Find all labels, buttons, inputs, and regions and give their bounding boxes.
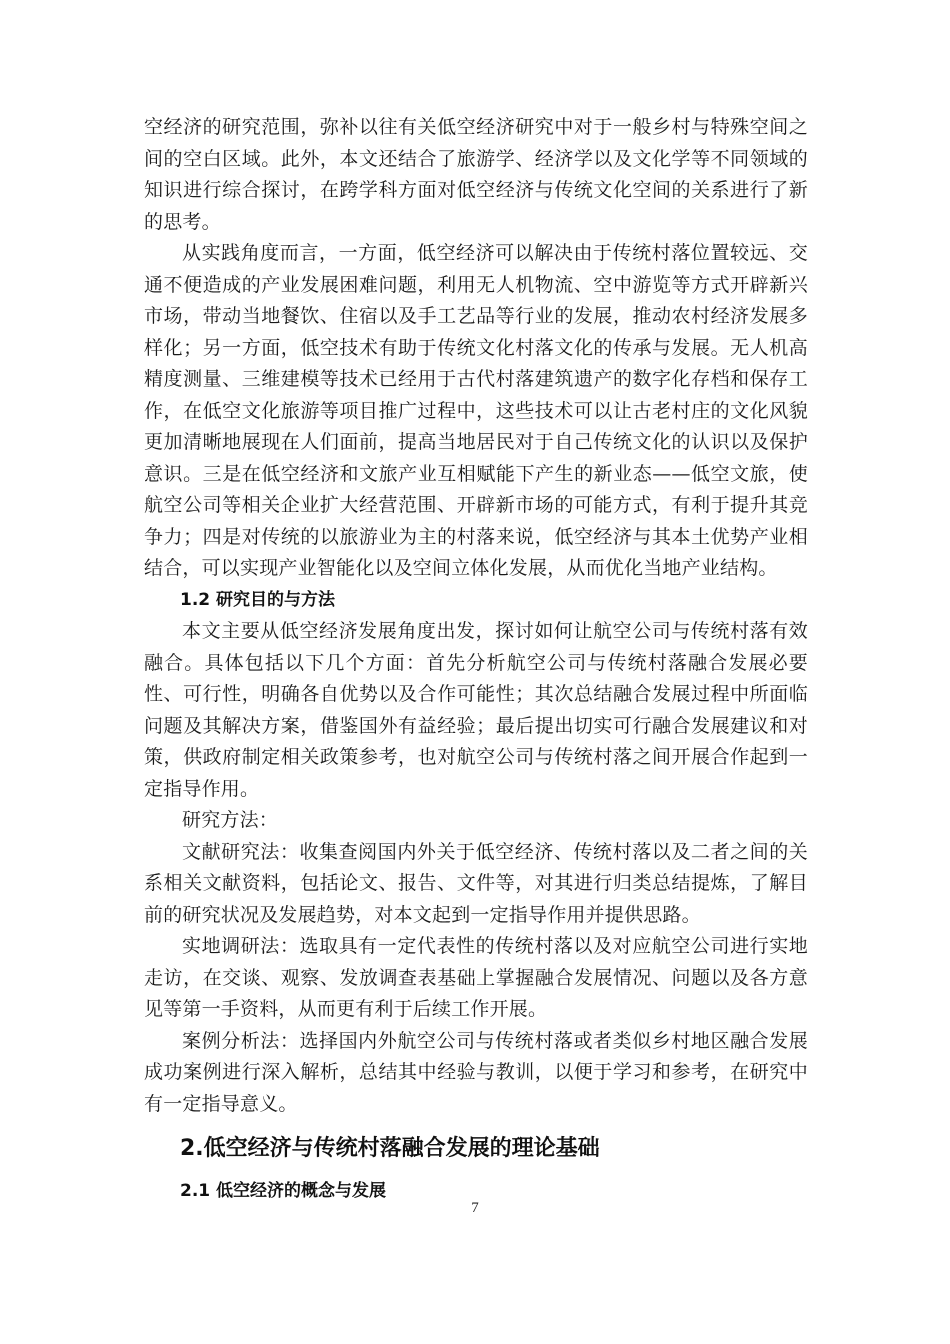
paragraph-research-purpose: 本文主要从低空经济发展角度出发，探讨如何让航空公司与传统村落有效融合。具体包括以下几个方面：首先分析航空公司与传统村落融合发展必要性、可行性，明确各自优势以及合作可能性；其次总结融合发展过程中所面临问题及其解决方案，借鉴国外有益经验；最后提出切实可行融合发展建议和对策，供政府制定相关政策参考，也对航空公司与传统村落之间开展合作起到一定指导作用。 — [144, 620, 808, 800]
paragraph-case-analysis-method: 案例分析法：选择国内外航空公司与传统村落或者类似乡村地区融合发展成功案例进行深入解析，总结其中经验与教训，以便于学习和参考，在研究中有一定指导意义。 — [144, 1029, 808, 1115]
paragraph-research-methods-label: 研究方法： — [182, 809, 279, 831]
page-number: 7 — [471, 1200, 479, 1216]
section-heading-1-2: 1.2 研究目的与方法 — [180, 589, 336, 610]
paragraph-field-research-method: 实地调研法：选取具有一定代表性的传统村落以及对应航空公司进行实地走访，在交谈、观察、发放调查表基础上掌握融合发展情况、问题以及各方意见等第一手资料，从而更有利于后续工作开展。 — [144, 935, 808, 1020]
page-body — [144, 112, 808, 1208]
paragraph-significance-end: 空经济的研究范围，弥补以往有关低空经济研究中对于一般乡村与特殊空间之间的空白区域。此外，本文还结合了旅游学、经济学以及文化学等不同领域的知识进行综合探讨，在跨学科方面对低空经济与传统文化空间的关系进行了新的思考。 — [144, 116, 808, 233]
paragraph-literature-method: 文献研究法：收集查阅国内外关于低空经济、传统村落以及二者之间的关系相关文献资料，包括论文、报告、文件等，对其进行归类总结提炼，了解目前的研究状况及发展趋势，对本文起到一定指导作用并提供思路。 — [144, 840, 808, 926]
paragraph-practical-significance: 从实践角度而言，一方面，低空经济可以解决由于传统村落位置较远、交通不便造成的产业发展困难问题，利用无人机物流、空中游览等方式开辟新兴市场，带动当地餐饮、住宿以及手工艺品等行业的发展，推动农村经济发展多样化；另一方面，低空技术有助于传统文化村落文化的传承与发展。无人机高精度测量、三维建模等技术已经用于古代村落建筑遗产的数字化存档和保存工作，在低空文化旅游等项目推广过程中，这些技术可以让古老村庄的文化风貌更加清晰地展现在人们面前，提高当地居民对于自己传统文化的认识以及保护意识。三是在低空经济和文旅产业互相赋能下产生的新业态——低空文旅，使航空公司等相关企业扩大经营范围、开辟新市场的可能方式，有利于提升其竞争力；四是对传统的以旅游业为主的村落来说，低空经济与其本土优势产业相结合，可以实现产业智能化以及空间立体化发展，从而优化当地产业结构。 — [144, 242, 808, 579]
chapter-heading-2: 2.低空经济与传统村落融合发展的理论基础 — [180, 1136, 600, 1161]
section-heading-2-1: 2.1 低空经济的概念与发展 — [180, 1181, 387, 1201]
